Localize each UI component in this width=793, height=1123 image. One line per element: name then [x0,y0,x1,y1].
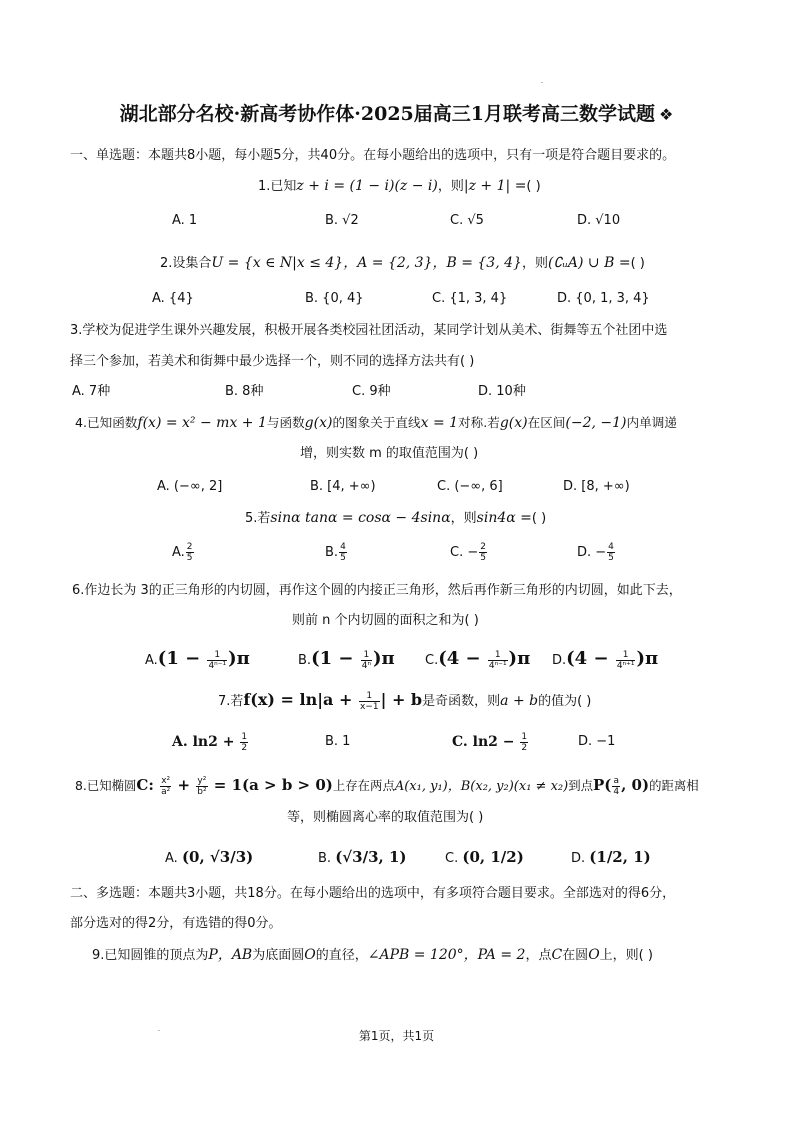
question-6-option-d[interactable]: D.(4 − $\frac{1}{\text{4ⁿ⁺¹}}$ )π [552,648,659,671]
question-4-stem-line-2: 增，则实数 m 的取值范围为( ) [300,446,479,461]
question-1-option-b[interactable]: B. √2 [325,213,359,228]
fraction: $\frac{4}{5}$ [340,542,346,563]
fraction: $\frac{2}{5}$ [186,542,193,563]
title-text: 湖北部分名校·新高考协作体·2025届高三1月联考高三数学试题 [119,103,655,125]
question-2-option-b[interactable]: B. {0, 4} [305,291,364,306]
question-8-option-a[interactable]: A. (0, √3/3) [165,848,254,866]
question-7-option-a[interactable]: A. ln2 + $\frac{1}{2}$ [172,732,248,753]
page-number-footer: 第1页，共1页 [358,1029,435,1043]
section-heading-single-choice: 一、单选题：本题共8小题，每小题5分，共40分。在每小题给出的选项中，只有一项是符合题目要求的。 [70,148,676,163]
question-5-option-d[interactable]: D. − $\frac{4}{5}$ [577,542,614,563]
question-5-stem: 5.若sinα tanα = cosα − 4sinα，则sin4α =( ) [245,510,547,526]
fraction: $\frac{4}{5}$ [608,542,614,563]
question-6-stem-line-2: 则前 n 个内切圆的面积之和为( ) [292,613,479,628]
question-4-stem-line-1: 4.已知函数f(x) = x² − mx + 1与函数g(x)的图象关于直线x = 1对称.若g(x)在区间(−2, −1)内单调递 [75,415,677,431]
question-2-option-a[interactable]: A. {4} [152,291,194,306]
question-4-option-c[interactable]: C. (−∞, 6] [437,479,503,494]
question-2-option-c[interactable]: C. {1, 3, 4} [432,291,508,306]
question-7-option-b[interactable]: B. 1 [325,734,351,749]
question-2-option-d[interactable]: D. {0, 1, 3, 4} [557,291,650,306]
fraction: $\frac{2}{5}$ [480,542,486,563]
fraction: $\frac{1}{\text{4ⁿ⁺¹}}$ [616,650,635,671]
question-8-option-b[interactable]: B. (√3/3, 1) [318,848,407,866]
question-1-stem: 1.已知z + i = (1 − i)(z − i)，则|z + 1| =( ) [258,178,541,194]
question-3-stem-line-2: 择三个参加，若美术和街舞中最少选择一个，则不同的选择方法共有( ) [70,354,475,369]
fraction: $\frac{1}{x-1}$ [359,691,379,712]
fraction: $\frac{1}{\text{4ⁿ⁻¹}}$ [208,650,227,671]
section-heading-multiple-choice-line-1: 二、多选题：本题共3小题，共18分。在每小题给出的选项中，有多项符合题目要求。全部选对的得6分， [70,886,676,901]
fraction: $\frac{1}{2}$ [521,732,528,753]
diamond-mark-icon: ❖ [659,105,674,124]
page-title [0,104,793,125]
question-3-option-a[interactable]: A. 7种 [72,384,111,399]
question-5-option-a[interactable]: A. $\frac{2}{5}$ [172,542,193,563]
question-3-option-b[interactable]: B. 8种 [225,384,264,399]
section-heading-multiple-choice-line-2: 部分选对的得2分，有选错的得0分。 [70,916,282,931]
question-6-option-a[interactable]: A.(1 − $\frac{1}{\text{4ⁿ⁻¹}}$ )π [145,648,250,671]
question-1-option-c[interactable]: C. √5 [450,213,484,228]
question-3-option-c[interactable]: C. 9种 [352,384,391,399]
fraction: $\frac{\text{y²}}{\text{b²}}$ [197,776,207,797]
question-7-stem: 7.若f(x) = ln|a + $\frac{1}{x-1}$ | + b是奇函数，则a + b的值为( ) [218,690,592,712]
fraction: $\frac{1}{2}$ [241,732,248,753]
question-4-option-a[interactable]: A. (−∞, 2] [157,479,223,494]
question-2-stem: 2.设集合U = {x ∈ N|x ≤ 4}，A = {2, 3}，B = {3, 4}，则(∁ᵤA) ∪ B =( ) [160,255,645,271]
question-6-option-b[interactable]: B.(1 − $\frac{1}{\text{4ⁿ}}$ )π [298,648,395,671]
question-3-option-d[interactable]: D. 10种 [478,384,526,399]
fraction: $\frac{1}{\text{4ⁿ}}$ [361,650,372,671]
question-9-stem: 9.已知圆锥的顶点为P，AB为底面圆O的直径，∠APB = 120°，PA = 2，点C在圆O上，则( ) [92,947,653,963]
question-4-option-b[interactable]: B. [4, +∞) [310,479,376,494]
fraction: $\frac{a}{4}$ [613,776,620,797]
question-8-stem-line-1: 8.已知椭圆C: $\frac{\text{x²}}{\text{a²}}$ + $\frac{\text{y²}}{\text{b²}}$ = 1(a > b > 0)上存在两点A(x₁, y₁)，B(x₂, y₂)(x₁ ≠ x₂)到点P( $\frac{a}{4}$ , 0)的距离相 [75,776,699,797]
question-1-option-a[interactable]: A. 1 [172,213,198,228]
question-5-option-c[interactable]: C. − $\frac{2}{5}$ [450,542,486,563]
fraction: $\frac{1}{\text{4ⁿ⁻¹}}$ [488,650,507,671]
question-8-stem-line-2: 等，则椭圆离心率的取值范围为( ) [287,810,484,825]
question-8-option-c[interactable]: C. (0, 1/2) [445,848,524,866]
question-5-option-b[interactable]: B. $\frac{4}{5}$ [325,542,346,563]
question-6-stem-line-1: 6.作边长为 3的正三角形的内切圆，再作这个圆的内接正三角形，然后再作新三角形的内切圆，如此下去， [72,583,682,598]
question-6-option-c[interactable]: C.(4 − $\frac{1}{\text{4ⁿ⁻¹}}$ )π [425,648,531,671]
question-4-option-d[interactable]: D. [8, +∞) [563,479,630,494]
scan-artifact [541,82,543,83]
question-8-option-d[interactable]: D. (1/2, 1) [571,848,651,866]
question-3-stem-line-1: 3.学校为促进学生课外兴趣发展，积极开展各类校园社团活动，某同学计划从美术、街舞等五个社团中选 [70,323,668,338]
question-1-option-d[interactable]: D. √10 [577,213,621,228]
fraction: $\frac{\text{x²}}{\text{a²}}$ [161,776,171,797]
question-7-option-d[interactable]: D. −1 [578,734,616,749]
question-7-option-c[interactable]: C. ln2 − $\frac{1}{2}$ [452,732,528,753]
